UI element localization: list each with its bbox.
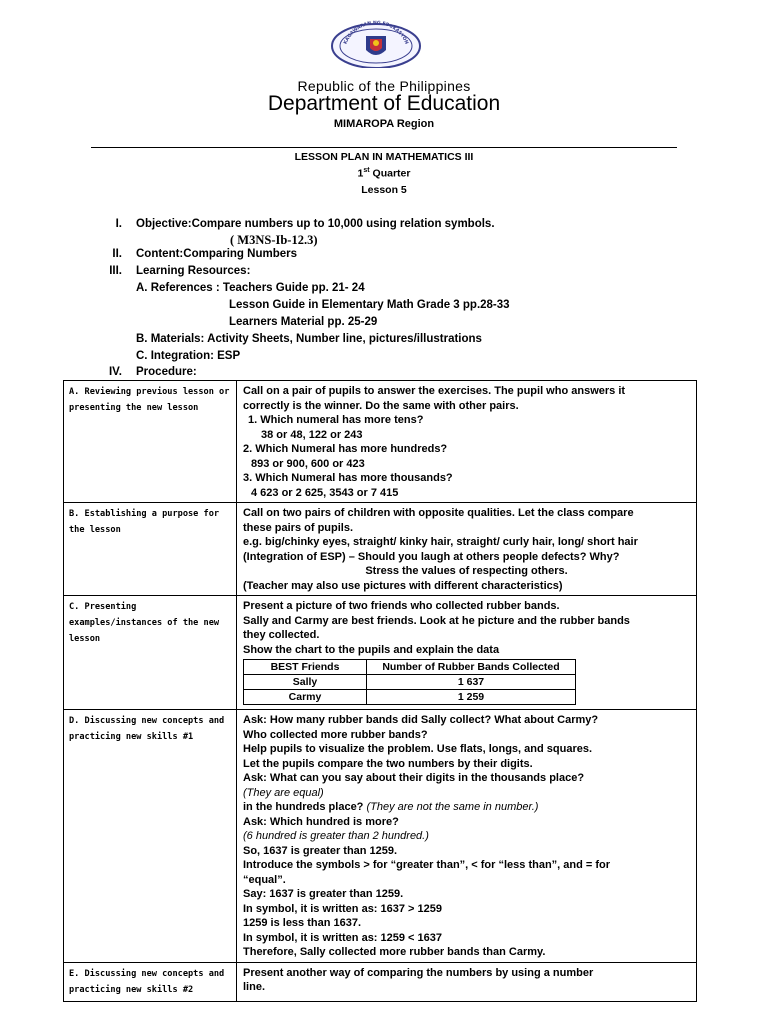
procedure-heading: Procedure: bbox=[136, 366, 197, 378]
region-heading: MIMAROPA Region bbox=[333, 118, 435, 130]
content-line: Who collected more rubber bands? bbox=[243, 728, 428, 741]
content-line: 4 623 or 2 625, 3543 or 7 415 bbox=[251, 486, 399, 499]
step-label: D. Discussing new concepts and practicing new skills #1 bbox=[64, 710, 237, 963]
section-numeral: II. bbox=[112, 248, 122, 260]
references-text: A. References : Teachers Guide pp. 21- 24 bbox=[136, 282, 365, 294]
content-line: 1. Which numeral has more tens? bbox=[248, 414, 424, 426]
procedure-row-e bbox=[64, 962, 697, 1001]
content-line: 893 or 900, 600 or 423 bbox=[251, 457, 365, 470]
objective-text: Objective:Compare numbers up to 10,000 using relation symbols. bbox=[136, 218, 495, 230]
deped-seal-logo bbox=[330, 20, 422, 68]
content-line: e.g. big/chinky eyes, straight/ kinky hair, straight/ curly hair, long/ short hair bbox=[243, 536, 638, 548]
content-line: So, 1637 is greater than 1259. bbox=[243, 844, 398, 857]
procedure-row-a bbox=[64, 381, 697, 503]
content-line: Therefore, Sally collected more rubber bands than Carmy. bbox=[243, 946, 546, 958]
table-row bbox=[244, 690, 576, 705]
table-cell: 1 637 bbox=[367, 675, 576, 690]
lesson-guide-reference: Lesson Guide in Elementary Math Grade 3 pp.28-33 bbox=[229, 299, 510, 311]
table-cell: Sally bbox=[244, 675, 367, 690]
table-header: Number of Rubber Bands Collected bbox=[367, 660, 576, 675]
republic-heading: Republic of the Philippines bbox=[297, 78, 471, 94]
content-line: Let the pupils compare the two numbers by their digits. bbox=[243, 757, 533, 770]
content-line: 2. Which Numeral has more hundreds? bbox=[243, 443, 448, 455]
content-line: Present another way of comparing the numbers by using a number bbox=[243, 966, 594, 979]
step-label: A. Reviewing previous lesson or presenting the new lesson bbox=[64, 381, 237, 503]
table-cell: Carmy bbox=[244, 690, 367, 705]
content-line: (Teacher may also use pictures with different characteristics) bbox=[243, 579, 563, 592]
content-line: line. bbox=[243, 981, 266, 993]
content-line: In symbol, it is written as: 1637 > 1259 bbox=[243, 902, 443, 915]
content-line: Help pupils to visualize the problem. Use flats, longs, and squares. bbox=[243, 743, 593, 755]
content-line: Call on two pairs of children with opposite qualities. Let the class compare bbox=[243, 507, 634, 519]
section-numeral: IV. bbox=[108, 366, 122, 378]
integration-text: C. Integration: ESP bbox=[136, 350, 241, 362]
step-content bbox=[237, 503, 697, 596]
step-content bbox=[237, 710, 697, 963]
quarter-label: 1st Quarter bbox=[357, 167, 411, 180]
step-label: C. Presenting examples/instances of the new lesson bbox=[64, 596, 237, 710]
svg-text:KAGAWARAN NG EDUKASYON: KAGAWARAN NG EDUKASYON bbox=[343, 20, 409, 46]
content-text: Content:Comparing Numbers bbox=[136, 248, 297, 260]
objective-code: ( M3NS-Ib-12.3) bbox=[230, 233, 318, 247]
content-line: In symbol, it is written as: 1259 < 1637 bbox=[243, 931, 443, 944]
learners-material-reference: Learners Material pp. 25-29 bbox=[229, 316, 378, 328]
content-line: (They are equal) bbox=[243, 786, 324, 799]
content-line: Introduce the symbols > for “greater than”, < for “less than”, and = for bbox=[243, 859, 611, 871]
content-line: Ask: How many rubber bands did Sally collect? What about Carmy? bbox=[243, 714, 599, 726]
table-header: BEST Friends bbox=[244, 660, 367, 675]
materials-text: B. Materials: Activity Sheets, Number line, pictures/illustrations bbox=[136, 333, 482, 345]
content-line: 3. Which Numeral has more thousands? bbox=[243, 472, 453, 484]
learning-resources-heading: Learning Resources: bbox=[136, 265, 251, 277]
content-line: (Integration of ESP) – Should you laugh at others people defects? Why? bbox=[243, 550, 620, 563]
section-numeral: III. bbox=[109, 265, 122, 277]
step-label: E. Discussing new concepts and practicing new skills #2 bbox=[64, 962, 237, 1001]
content-line: Sally and Carmy are best friends. Look at he picture and the rubber bands bbox=[243, 614, 630, 627]
procedure-row-d bbox=[64, 710, 697, 963]
step-content bbox=[237, 596, 697, 710]
content-line: correctly is the winner. Do the same with other pairs. bbox=[243, 399, 519, 412]
table-header-row bbox=[244, 660, 576, 675]
department-heading: Department of Education bbox=[267, 92, 501, 115]
lesson-number: Lesson 5 bbox=[361, 184, 407, 196]
step-content bbox=[237, 962, 697, 1001]
content-line: Present a picture of two friends who collected rubber bands. bbox=[243, 600, 560, 612]
step-label: B. Establishing a purpose for the lesson bbox=[64, 503, 237, 596]
content-line: Ask: What can you say about their digits in the thousands place? bbox=[243, 772, 585, 784]
content-line: Ask: Which hundred is more? bbox=[243, 815, 399, 828]
content-line: Stress the values of respecting others. bbox=[365, 565, 568, 577]
content-line: (6 hundred is greater than 2 hundred.) bbox=[243, 830, 429, 842]
lesson-plan-title: LESSON PLAN IN MATHEMATICS III bbox=[294, 151, 474, 163]
content-line: in the hundreds place? (They are not the same in number.) bbox=[243, 801, 539, 813]
content-line: “equal”. bbox=[243, 873, 286, 886]
procedure-table bbox=[63, 380, 697, 1002]
content-line: Show the chart to the pupils and explain the data bbox=[243, 643, 500, 656]
table-cell: 1 259 bbox=[367, 690, 576, 705]
table-row bbox=[244, 675, 576, 690]
content-line: 1259 is less than 1637. bbox=[243, 917, 362, 929]
header-divider bbox=[91, 147, 677, 148]
content-line: Call on a pair of pupils to answer the exercises. The pupil who answers it bbox=[243, 385, 626, 397]
content-line: 38 or 48, 122 or 243 bbox=[261, 428, 363, 441]
section-numeral: I. bbox=[115, 218, 122, 230]
content-line: these pairs of pupils. bbox=[243, 521, 354, 534]
procedure-row-b bbox=[64, 503, 697, 596]
procedure-row-c bbox=[64, 596, 697, 710]
step-content bbox=[237, 381, 697, 503]
rubber-bands-table bbox=[243, 659, 576, 705]
content-line: they collected. bbox=[243, 629, 320, 641]
content-line: Say: 1637 is greater than 1259. bbox=[243, 888, 404, 900]
